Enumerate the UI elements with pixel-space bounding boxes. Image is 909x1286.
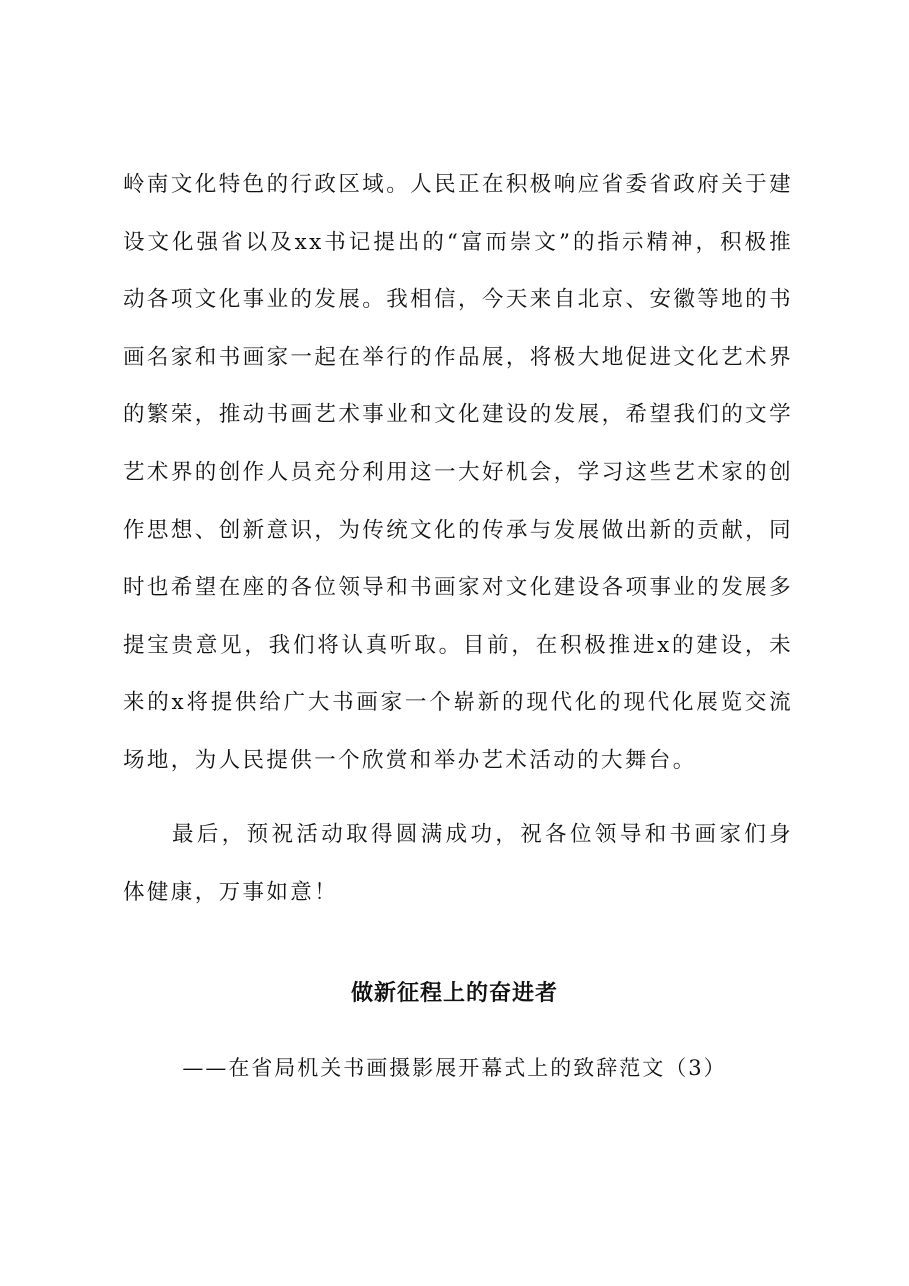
- section-subtitle: ——在省局机关书画摄影展开幕式上的致辞范文（3）: [182, 1056, 727, 1080]
- body-paragraph-1: 岭南文化特色的行政区域。人民正在积极响应省委省政府关于建设文化强省以及xx书记提出的“富而崇文”的指示精神，积极推动各项文化事业的发展。我相信，今天来自北京、安徽等地的书画名家和书画家一起在举行的作品展，将极大地促进文化艺术界的繁荣，推动书画艺术事业和文化建设的发展，希望我们的文学艺术界的创作人员充分利用这一大好机会，学习这些艺术家的创作思想、创新意识，为传统文化的传承与发展做出新的贡献，同时也希望在座的各位领导和书画家对文化建设各项事业的发展多提宝贵意见，我们将认真听取。目前，在积极推进x的建设，未来的x将提供给广大书画家一个崭新的现代化的现代化展览交流场地，为人民提供一个欣赏和举办艺术活动的大舞台。: [123, 172, 793, 773]
- section-title: 做新征程上的奋进者: [350, 981, 558, 1006]
- body-paragraph-2: 最后，预祝活动取得圆满成功，祝各位领导和书画家们身体健康，万事如意！: [123, 822, 793, 905]
